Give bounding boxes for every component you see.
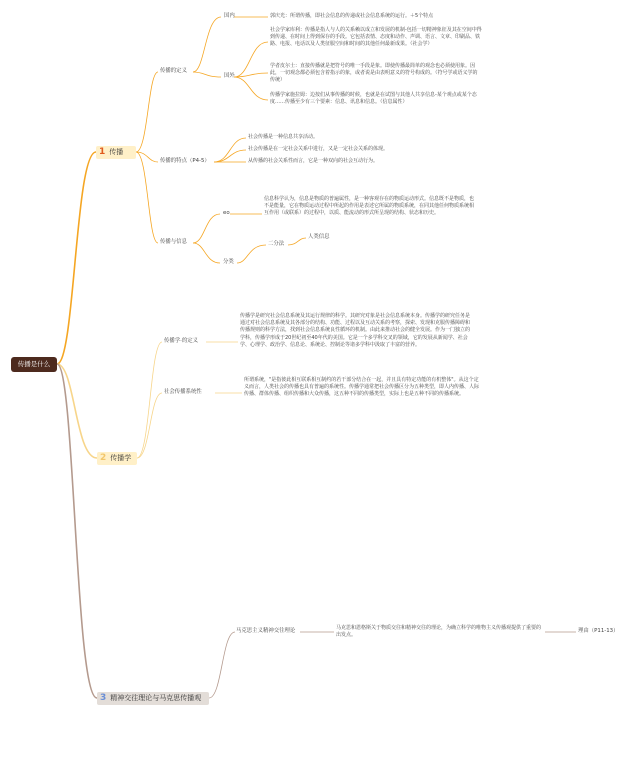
node-peirce[interactable]: 学者皮尔士：直接传播就是把符号的唯一手段是象。即使传播最简单的观念也必须使用象。因此，一切观念都必须包含着指示的象，或者说是由表明意义的符号构成的。（符号学或语义学的传统）: [270, 63, 478, 84]
node-info[interactable]: 传播与信息: [160, 239, 187, 245]
node-definition[interactable]: 传播的定义: [160, 68, 187, 74]
node-classification[interactable]: 分类: [223, 259, 234, 265]
section-2-number: 2: [100, 453, 107, 463]
node-marx-text[interactable]: 马克思和恩格斯关于物质交往和精神交往的理论，为确立科学的唯物主义传播观提供了重要的出发点。: [336, 625, 542, 639]
section-2-node[interactable]: [97, 452, 137, 465]
node-feature-2[interactable]: 社会传播是在一定社会关系中进行，又是一定社会关系的体现。: [248, 146, 389, 152]
node-binary[interactable]: 二分法: [268, 241, 285, 247]
node-foreign[interactable]: 国外: [224, 73, 235, 79]
node-social-system-text[interactable]: 所谓系统，"是指彼此相互联系相互制约的若干部分结合在一起，并且具有特定功能的有机整体"。从这个定义而言，人类社会的传播也具有普遍的系统性。传播学通常把社会传播区分为五种类型，即人内传播、人际传播、群体传播、组织传播和大众传播，这五种不同的传播类型，实际上也是五种不同的传播系统。: [244, 377, 480, 398]
node-marx-theory[interactable]: 马克思主义精神交往理论: [236, 628, 296, 634]
node-guo-qingguang[interactable]: 郭庆光：所谓传播，即社会信息的传递或社会信息系统的运行。＋5个特点: [270, 13, 434, 19]
section-1-label: 传播: [109, 148, 124, 156]
node-features[interactable]: 传播的特点（P4-5）: [160, 158, 210, 164]
node-reason[interactable]: 理由（P11-13）: [578, 628, 619, 634]
section-3-number: 3: [100, 693, 107, 703]
node-human-info[interactable]: 人类信息: [308, 234, 330, 240]
node-info-def-label[interactable]: eo: [223, 210, 230, 216]
node-cooley[interactable]: 社会学家库利：传播是指人与人的关系赖以成立和发展的机制-包括一切精神象征及其在空间中得到传递、在时间上得到保存的手段。它包括表情、态度和动作、声调、语言、文章、印刷品、铁路、电报、电话以及人类征服空间和时间的其他任何最新成果。（社会学）: [270, 27, 482, 48]
node-social-system[interactable]: 社会传播系统性: [164, 389, 202, 395]
root-node[interactable]: 传播是什么: [11, 357, 57, 372]
node-info-definition[interactable]: 信息科学认为，信息是物质的普遍属性，是一种客观存在的物质运动形式。信息既不是物质，也不是能量，它在物质运动过程中所起的作用是表述它所属的物质系统，在同其他任何物质系统相互作用（或联系）的过程中，以质、能流动的形式所呈现的结构、状态和历史。: [264, 196, 475, 217]
node-schramm[interactable]: 传播学家施拉姆：边按们从事传播的时候，也就是在试图与其他人共享信息-某个观点或某个态度……传播至少有三个要素：信息、讯息和信息。（信息属性）: [270, 92, 477, 106]
node-feature-3[interactable]: 从传播的社会关系性而言，它是一种双向的社会互动行为。: [248, 158, 379, 164]
node-feature-1[interactable]: 社会传播是一种信息共享活动。: [248, 134, 319, 140]
section-1-number: 1: [99, 147, 106, 157]
section-3-label: 精神交往理论与马克思传播观: [110, 694, 202, 702]
node-communication-def-text[interactable]: 传播学是研究社会信息系统及其运行规律的科学。其研究对象是社会信息系统本身。传播学的研究任务是通过对社会信息系统及其各部分的结构、功能、过程以及互动关系的考察，探索、发现和克服传播障碍和传播规则的科学方法，找到社会信息系统良性循环的机制。由此来推动社会的健全发展。作为一门独立的学科，传播学形成于20世纪初至40年代的美国。它是一个多学科交叉的领域，它的发展从新闻学、社会学、心理学、政治学、信息论、系统论、控制论等诸多学科中汲取了丰富的营养。: [240, 313, 471, 348]
node-communication-def[interactable]: 传播学·的定义: [164, 338, 199, 344]
section-2-label: 传播学: [110, 454, 132, 462]
node-domestic[interactable]: 国内: [224, 13, 235, 19]
section-1-node[interactable]: [96, 146, 136, 159]
section-3-node[interactable]: [97, 692, 209, 705]
